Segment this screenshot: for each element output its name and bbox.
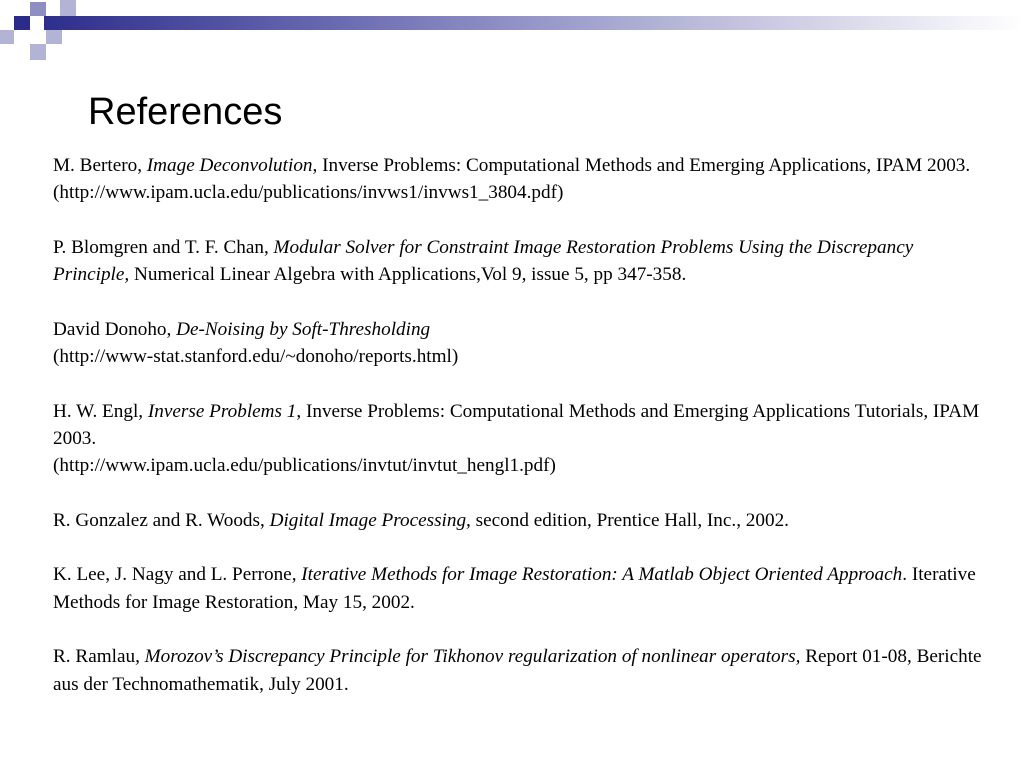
reference-authors: P. Blomgren and T. F. Chan,: [53, 236, 274, 258]
reference-url: (http://www.ipam.ucla.edu/publications/invtut/invtut_hengl1.pdf): [53, 455, 556, 477]
reference-source: , Inverse Problems: Computational Methods and Emerging Applications, IPAM 2003. (http://www.ipam.ucla.edu/publications/invws1/invws1_3804.pdf): [53, 155, 971, 204]
reference-authors: M. Bertero,: [53, 155, 147, 176]
reference-title: Digital Image Processing,: [269, 509, 471, 531]
reference-title: De-Noising by Soft-Thresholding: [176, 318, 431, 340]
slide-title: References: [88, 91, 283, 133]
reference-source: , Inverse Problems: Computational Methods and Emerging Applications Tutorials, IPAM 2003.: [53, 400, 980, 449]
reference-authors: R. Ramlau: [53, 646, 136, 668]
slide-header-decoration: [0, 0, 1024, 62]
reference-title: Modular Solver for Constraint Image Restoration Problems Using the Discrepancy Principle,: [53, 236, 914, 286]
decor-square: [0, 30, 14, 44]
reference-title: , Morozov’s Discrepancy Principle for Tikhonov regularization of nonlinear operators,: [135, 646, 801, 668]
reference-url: (http://www-stat.stanford.edu/~donoho/reports.html): [53, 346, 459, 368]
reference-title: Image Deconvolution: [146, 155, 313, 176]
reference-item: [53, 398, 993, 480]
reference-authors: R. Gonzalez and R. Woods,: [53, 509, 270, 531]
reference-source: second edition, Prentice Hall, Inc., 2002.: [470, 509, 789, 531]
reference-item: [53, 316, 993, 371]
header-gradient-bar: [44, 16, 1024, 30]
decor-square: [46, 30, 62, 44]
reference-item: [53, 643, 993, 698]
decor-square: [14, 16, 30, 30]
reference-authors: K. Lee, J. Nagy and L. Perrone,: [53, 564, 302, 586]
reference-source: Report 01-08, Berichte aus der Technomathematik, July 2001.: [53, 646, 982, 695]
reference-source: Numerical Linear Algebra with Applications,Vol 9, issue 5, pp 347-358.: [129, 264, 687, 286]
decor-square: [30, 44, 46, 60]
reference-authors: David Donoho,: [53, 318, 177, 340]
reference-item: [53, 152, 993, 207]
reference-item: [53, 507, 993, 534]
reference-title: Inverse Problems 1: [147, 400, 297, 422]
decor-square: [60, 0, 76, 16]
reference-item: [53, 234, 993, 289]
decor-square: [30, 2, 46, 16]
reference-source: . Iterative Methods for Image Restoration, May 15, 2002.: [53, 564, 976, 613]
reference-list: [53, 152, 993, 725]
reference-title: Iterative Methods for Image Restoration: A Matlab Object Oriented Approach: [301, 564, 903, 586]
reference-item: [53, 561, 993, 616]
reference-authors: H. W. Engl,: [53, 400, 148, 422]
